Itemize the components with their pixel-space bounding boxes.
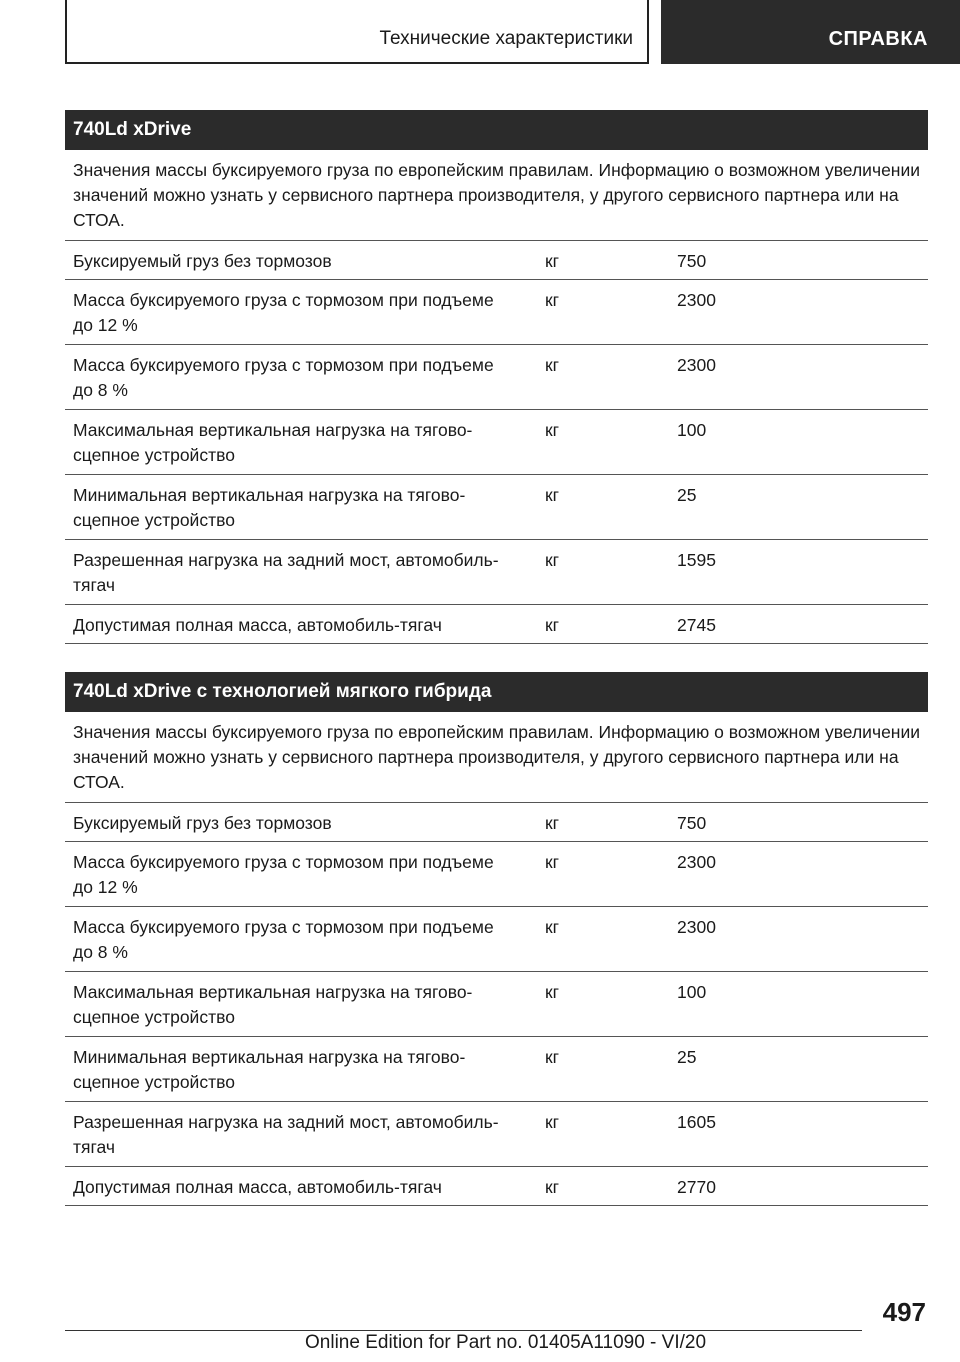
row-value: 25 [677,485,697,505]
table-row [65,410,928,475]
row-unit: кг [545,251,560,271]
row-value: 750 [677,251,707,271]
spec-block-740ld-mild-hybrid [65,672,928,1206]
row-label: Допустимая полная масса, автомобиль-тягач [73,615,442,635]
table-row [65,241,928,280]
table-row [65,540,928,605]
table-row [65,1102,928,1167]
table-row [65,475,928,540]
footer-divider [65,1330,862,1331]
table-row [65,842,928,907]
row-label: Буксируемый груз без тормозов [73,251,332,271]
row-label: Масса буксируемого груза с тормозом при подъеме до 8 % [73,917,494,962]
row-value: 100 [677,420,707,440]
row-value: 100 [677,982,707,1002]
row-label: Максимальная вертикальная нагрузка на тягово-сцепное устройство [73,982,473,1027]
row-unit: кг [545,813,560,833]
row-label: Разрешенная нагрузка на задний мост, автомобиль-тягач [73,1112,499,1157]
table-row [65,1037,928,1102]
chapter-tab [65,0,649,64]
table-row [65,972,928,1037]
row-unit: кг [545,982,560,1002]
row-unit: кг [545,1112,560,1132]
spec-block-740ld [65,110,928,644]
row-unit: кг [545,355,560,375]
section-tab [661,0,960,64]
row-value: 2745 [677,615,716,635]
row-value: 750 [677,813,707,833]
row-label: Минимальная вертикальная нагрузка на тягово-сцепное устройство [73,1047,466,1092]
section-title: СПРАВКА [828,28,928,50]
block-intro: Значения массы буксируемого груза по европейским правилам. Информацию о возможном увеличении значений можно узнать у сервисного партнера производителя, у другого сервисного партнера или на СТОА. [65,150,928,241]
row-label: Максимальная вертикальная нагрузка на тягово-сцепное устройство [73,420,473,465]
page-number: 497 [882,1297,926,1327]
block-heading: 740Ld xDrive с технологией мягкого гибрида [65,672,928,712]
row-value: 1605 [677,1112,716,1132]
row-label: Масса буксируемого груза с тормозом при подъеме до 12 % [73,852,494,897]
block-heading: 740Ld xDrive [65,110,928,150]
footer-edition: Online Edition for Part no. 01405A11090 - VI/20 [305,1332,707,1353]
table-row [65,605,928,644]
table-row [65,345,928,410]
table-row [65,907,928,972]
row-unit: кг [545,1177,560,1197]
row-label: Разрешенная нагрузка на задний мост, автомобиль-тягач [73,550,499,595]
row-value: 1595 [677,550,716,570]
row-value: 2300 [677,852,716,872]
page-header [0,0,960,66]
row-label: Масса буксируемого груза с тормозом при подъеме до 8 % [73,355,494,400]
row-unit: кг [545,852,560,872]
row-label: Буксируемый груз без тормозов [73,813,332,833]
chapter-title: Технические характеристики [379,28,633,49]
row-unit: кг [545,485,560,505]
row-unit: кг [545,615,560,635]
row-label: Минимальная вертикальная нагрузка на тягово-сцепное устройство [73,485,466,530]
row-unit: кг [545,917,560,937]
table-row [65,280,928,345]
row-value: 2770 [677,1177,716,1197]
row-label: Допустимая полная масса, автомобиль-тягач [73,1177,442,1197]
row-unit: кг [545,420,560,440]
table-row [65,1167,928,1206]
row-value: 25 [677,1047,697,1067]
row-value: 2300 [677,355,716,375]
row-unit: кг [545,1047,560,1067]
row-value: 2300 [677,290,716,310]
row-unit: кг [545,290,560,310]
row-unit: кг [545,550,560,570]
table-row [65,803,928,842]
row-value: 2300 [677,917,716,937]
block-intro: Значения массы буксируемого груза по европейским правилам. Информацию о возможном увеличении значений можно узнать у сервисного партнера производителя, у другого сервисного партнера или на СТОА. [65,712,928,803]
row-label: Масса буксируемого груза с тормозом при подъеме до 12 % [73,290,494,335]
